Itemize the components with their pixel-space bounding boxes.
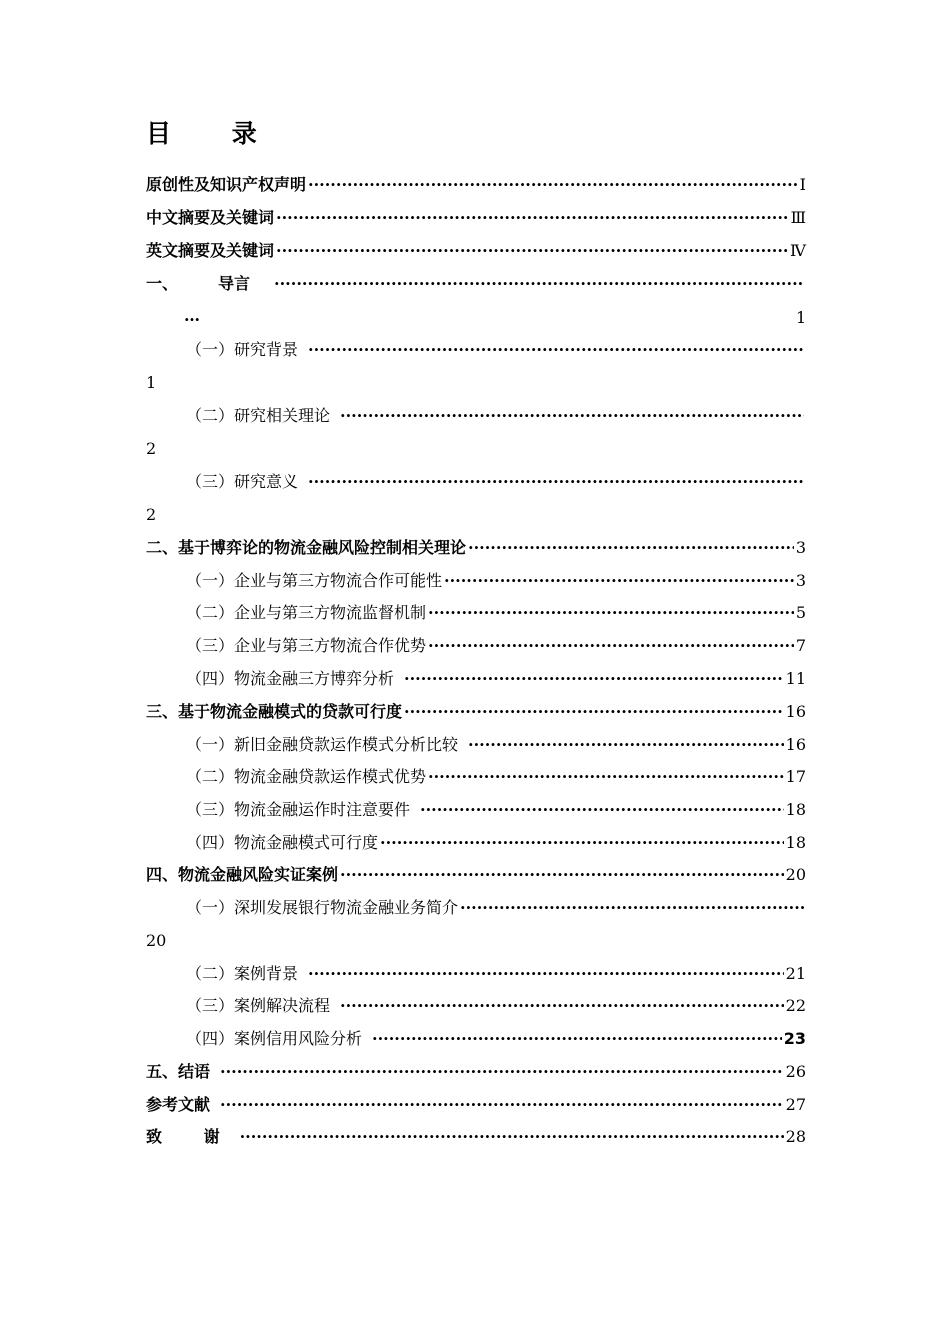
toc-entry-label: 四、物流金融风险实证案例 (146, 865, 339, 884)
toc-entry[interactable] (146, 1092, 806, 1118)
leader-dots (420, 797, 784, 823)
leader-continuation: … (184, 306, 200, 325)
toc-entry-page: 20 (146, 931, 167, 950)
toc-entry-page: 16 (785, 735, 806, 754)
toc-entry-label: （一）深圳发展银行物流金融业务简介 (186, 898, 459, 917)
toc-entry-label (146, 271, 250, 297)
leader-dots (468, 535, 794, 561)
leader-dots (404, 699, 784, 725)
leader-dots (276, 205, 789, 231)
toc-entry-page: 27 (785, 1095, 806, 1114)
toc-entry-title: 导言 (218, 274, 251, 293)
toc-entry-label: 致 谢 (146, 1127, 238, 1146)
leader-dots (428, 633, 794, 659)
toc-entry-label: （三）研究意义 (186, 472, 299, 491)
toc-entry-label: 三、基于物流金融模式的贷款可行度 (146, 702, 403, 721)
leader-dots (380, 830, 784, 856)
toc-entry-page: 26 (785, 1062, 806, 1081)
toc-entry-page: 20 (785, 865, 806, 884)
leader-dots (340, 403, 804, 429)
toc-entry-page: 22 (785, 996, 806, 1015)
toc-entry-label: （二）企业与第三方物流监督机制 (186, 603, 427, 622)
toc-entry-label: （二）研究相关理论 (186, 406, 331, 425)
toc-entry[interactable] (146, 172, 806, 198)
toc-entry-label: （一）研究背景 (186, 340, 299, 359)
leader-dots (308, 172, 798, 198)
toc-entry[interactable] (186, 830, 806, 856)
toc-entry-label: （四）物流金融模式可行度 (186, 833, 379, 852)
toc-entry[interactable] (186, 732, 806, 758)
toc-entry-page: Ⅰ (799, 175, 806, 194)
toc-entry-label: （二）案例背景 (186, 964, 299, 983)
leader-dots (372, 1026, 782, 1052)
toc-entry[interactable] (186, 337, 806, 363)
toc-entry[interactable] (186, 797, 806, 823)
toc-entry-label: （一）新旧金融贷款运作模式分析比较 (186, 735, 459, 754)
toc-entry-label: （一）企业与第三方物流合作可能性 (186, 571, 443, 590)
toc-entry[interactable] (186, 600, 806, 626)
toc-entry[interactable] (146, 1124, 806, 1150)
leader-dots (468, 732, 784, 758)
toc-entry-page: 1 (796, 308, 807, 327)
toc-entry-page: 2 (146, 439, 157, 458)
toc-entry-label: 原创性及知识产权声明 (146, 175, 307, 194)
leader-dots (240, 1124, 784, 1150)
toc-entry-page: 5 (795, 603, 806, 622)
toc-entry[interactable] (186, 895, 806, 921)
leader-dots (428, 764, 784, 790)
toc-entry-page: 2 (146, 505, 157, 524)
toc-entry-number: 一、 (146, 274, 179, 293)
toc-entry-label: （三）物流金融运作时注意要件 (186, 800, 411, 819)
toc-entry[interactable] (186, 764, 806, 790)
toc-entry[interactable] (186, 961, 806, 987)
toc-entry-page: 3 (795, 538, 806, 557)
leader-dots (444, 568, 794, 594)
toc-entry[interactable] (186, 993, 806, 1019)
leader-dots (274, 271, 804, 297)
toc-entry[interactable] (186, 403, 806, 429)
leader-dots (276, 238, 788, 264)
toc-entry-page: 23 (783, 1029, 806, 1048)
toc-entry[interactable] (186, 666, 806, 692)
page-title: 目 录 (146, 119, 283, 148)
toc-entry-label: 英文摘要及关键词 (146, 241, 275, 260)
leader-dots (404, 666, 784, 692)
toc-entry-page: 17 (785, 767, 806, 786)
toc-entry[interactable] (186, 568, 806, 594)
leader-dots (308, 469, 804, 495)
toc-entry-page: Ⅲ (790, 208, 806, 227)
toc-entry-page: 11 (785, 669, 806, 688)
leader-dots (308, 961, 784, 987)
toc-entry-page: 7 (795, 636, 806, 655)
toc-entry-page: 3 (795, 571, 806, 590)
leader-dots (460, 895, 804, 921)
toc-entry[interactable] (186, 633, 806, 659)
toc-entry-page: 18 (785, 800, 806, 819)
toc-entry-page: 18 (785, 833, 806, 852)
leader-dots (308, 337, 804, 363)
leader-dots (340, 993, 784, 1019)
leader-dots (428, 600, 794, 626)
leader-dots (220, 1059, 784, 1085)
toc-entry[interactable] (146, 271, 806, 297)
toc-entry-page: Ⅳ (790, 241, 806, 260)
toc-entry-label: 二、基于博弈论的物流金融风险控制相关理论 (146, 538, 467, 557)
toc-entry-label: （三）企业与第三方物流合作优势 (186, 636, 427, 655)
toc-entry-label: 五、结语 (146, 1062, 211, 1081)
toc-entry-label: （三）案例解决流程 (186, 996, 331, 1015)
toc-entry[interactable] (146, 1059, 806, 1085)
toc-entry[interactable] (146, 205, 806, 231)
toc-entry[interactable] (146, 535, 806, 561)
toc-entry[interactable] (186, 1026, 806, 1052)
toc-entry-label: （二）物流金融贷款运作模式优势 (186, 767, 427, 786)
toc-entry[interactable] (186, 469, 806, 495)
toc-entry-page: 1 (146, 373, 157, 392)
toc-entry-page: 16 (785, 702, 806, 721)
toc-entry-label: （四）案例信用风险分析 (186, 1029, 363, 1048)
toc-entry-label: 参考文献 (146, 1095, 211, 1114)
toc-entry-page: 21 (785, 964, 806, 983)
toc-entry[interactable] (146, 238, 806, 264)
toc-entry-label: 中文摘要及关键词 (146, 208, 275, 227)
leader-dots (340, 862, 784, 888)
toc-entry[interactable] (146, 862, 806, 888)
toc-entry[interactable] (146, 699, 806, 725)
toc-entry-page: 28 (785, 1127, 806, 1146)
leader-dots (220, 1092, 784, 1118)
toc-entry-label: （四）物流金融三方博弈分析 (186, 669, 395, 688)
